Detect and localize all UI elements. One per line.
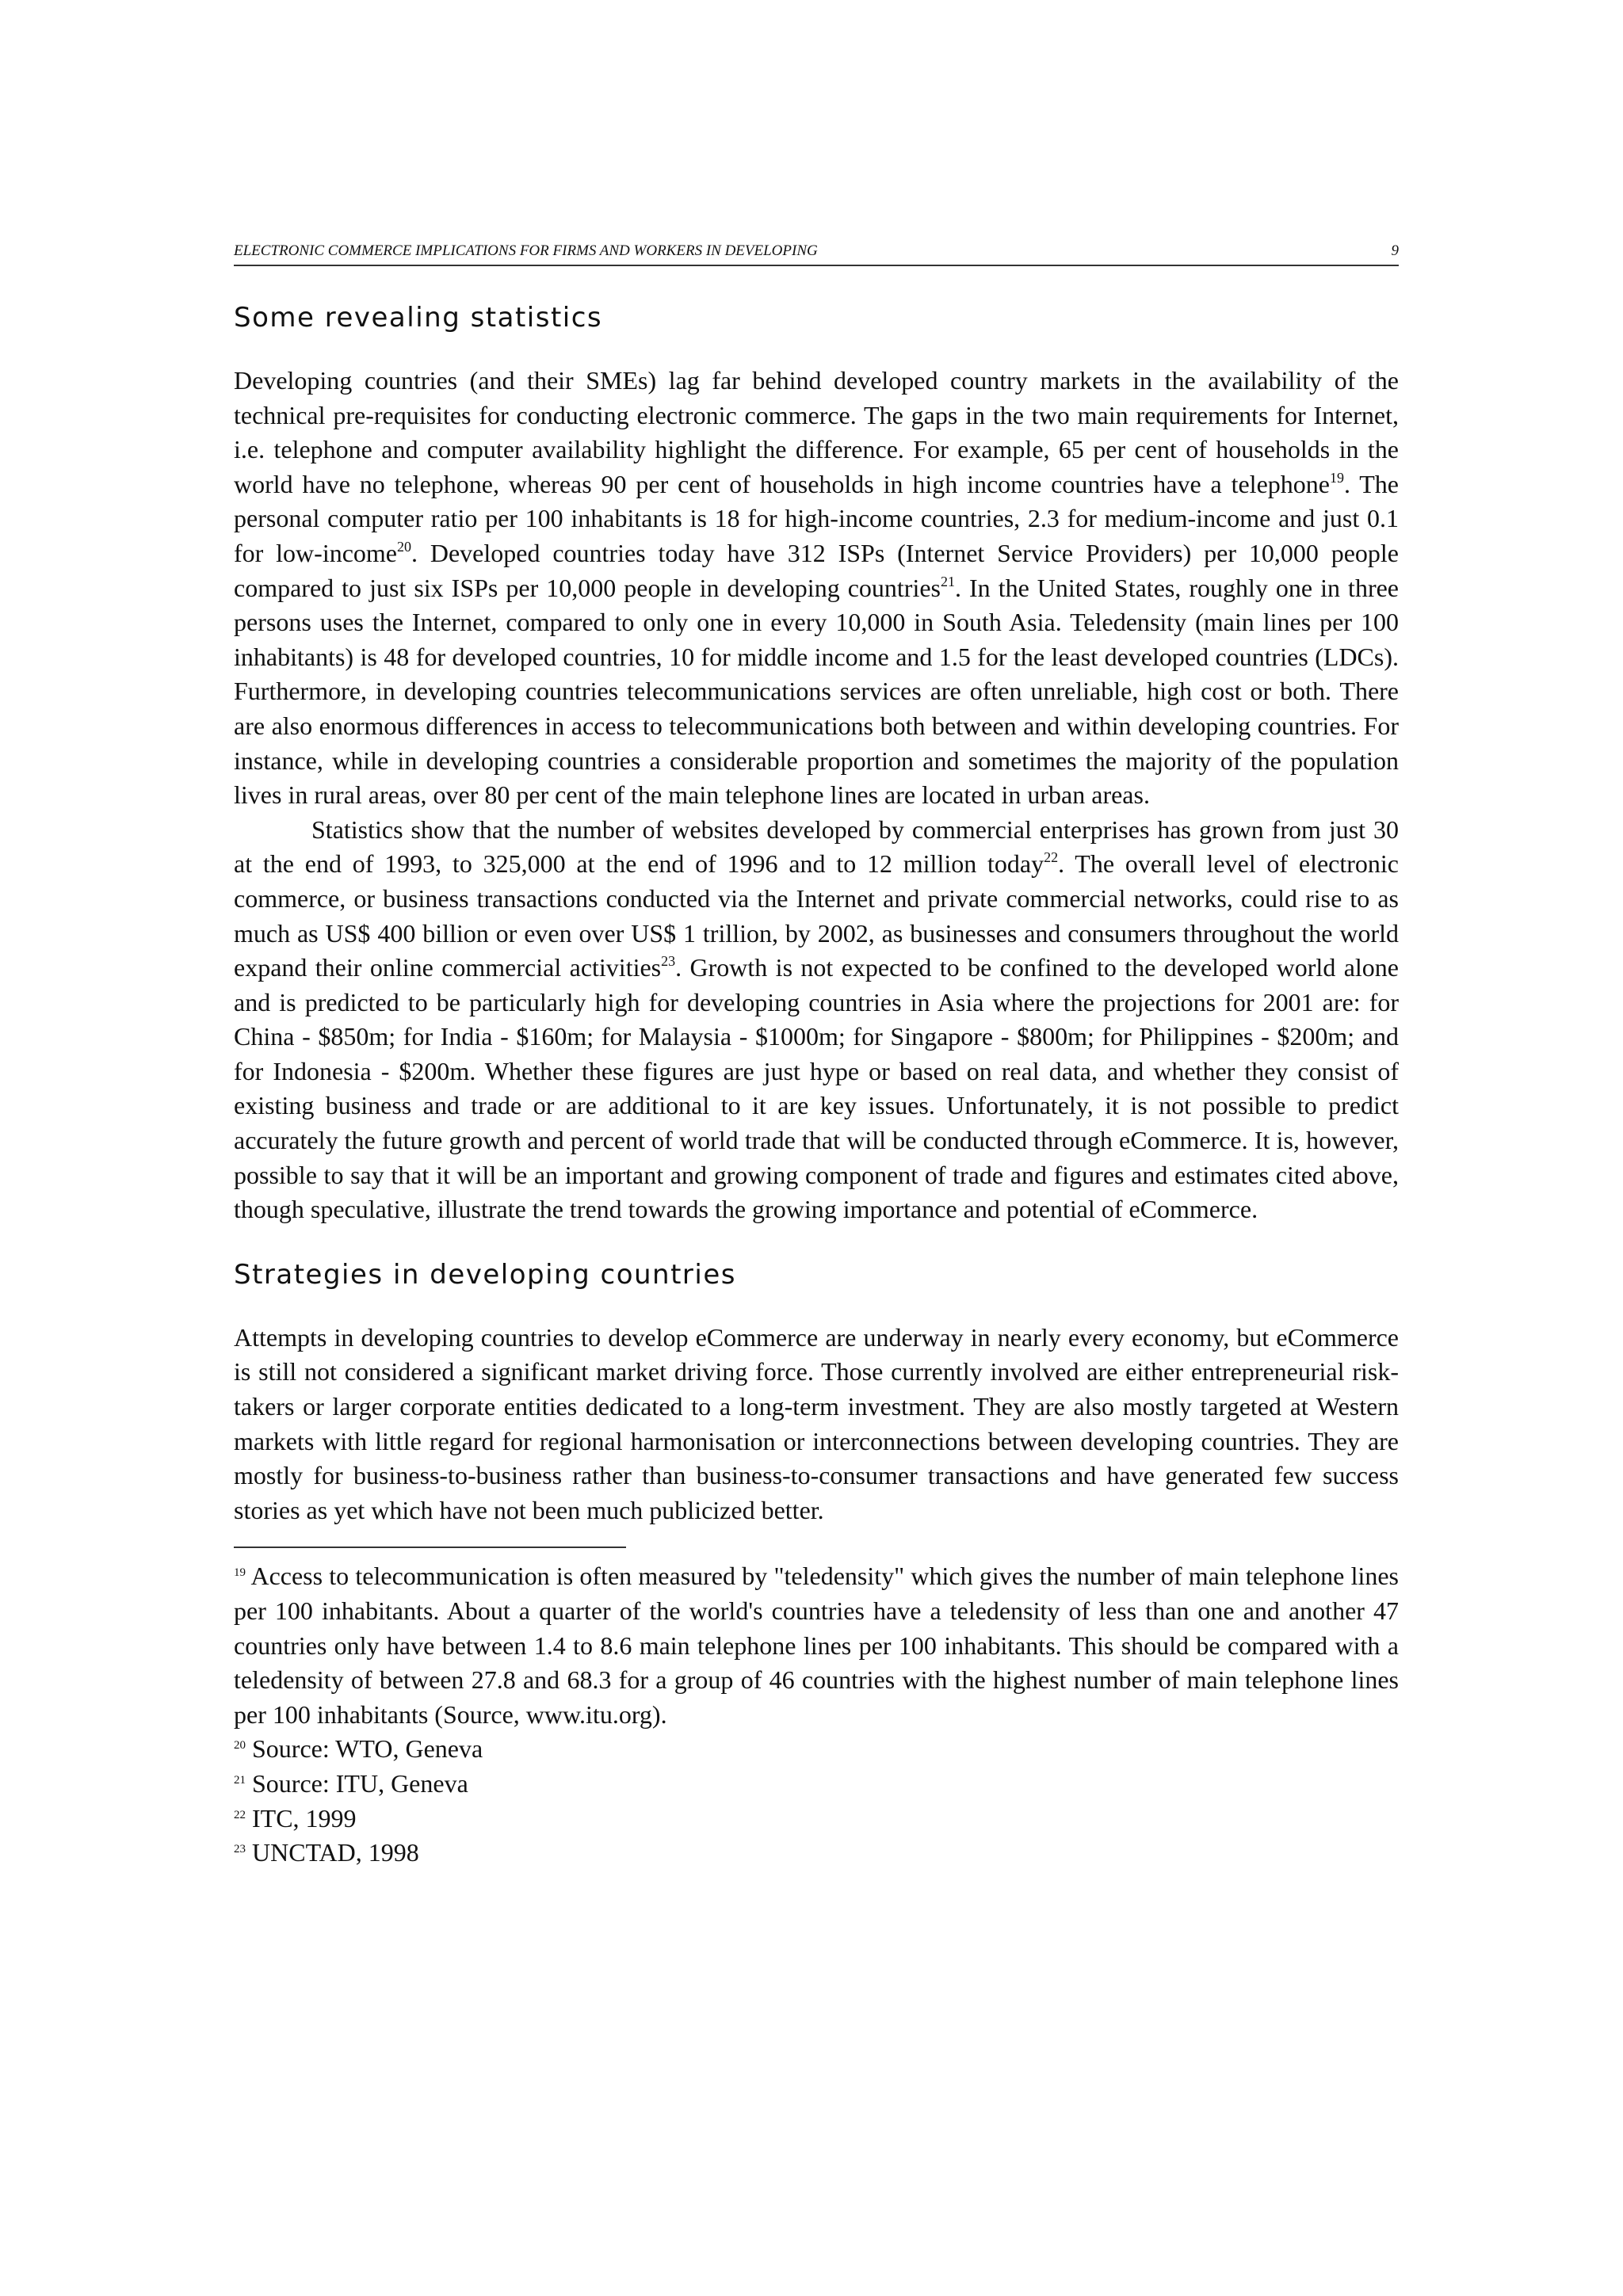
- footnote-20: [234, 1732, 1399, 1767]
- page-number: 9: [1391, 242, 1399, 259]
- footnote-number: 21: [234, 1773, 246, 1787]
- footnote-23: [234, 1836, 1399, 1871]
- page-content: [234, 238, 1399, 1871]
- section-heading-statistics: Some revealing statistics: [234, 302, 603, 334]
- footnote-ref-22: 22: [1044, 849, 1059, 866]
- paragraph-strategies-1: Attempts in developing countries to develop eCommerce are underway in nearly every economy, but eCommerce is still not considered a significant market driving force. Those currently involved are either entrepreneurial risk-takers or larger corporate entities dedicated to a long-term investment. They are also mostly targeted at Western markets with little regard for regional harmonisation or interconnections between developing countries. They are mostly for business-to-business rather than business-to-consumer transactions and have generated few success stories as yet which have not been much publicized better.: [234, 1322, 1399, 1524]
- paragraph-text: . The personal computer ratio per 100 inhabitants is 18 for high-income countries, 2.3 for medium-income and just 0.1 for low-income: [234, 469, 1400, 567]
- paragraph-text: . The overall level of electronic commerce, or business transactions conducted via the Internet and private commercial networks, could rise to as much as US$ 400 billion or even over US$ 1 trillion, by 2002, as businesses and consumers throughout the world expand their online commercial activities: [234, 849, 1400, 982]
- running-header: [234, 238, 1399, 266]
- footnotes: [234, 1559, 1399, 1870]
- footnote-number: 19: [234, 1566, 246, 1580]
- footnote-ref-23: 23: [661, 953, 676, 970]
- paragraph-statistics-2: [234, 813, 1399, 1227]
- footnote-text: Access to telecommunication is often measured by "teledensity" which gives the number of main telephone lines per 100 inhabitants. About a quarter of the world's countries have a teledensity of less than one and another 47 countries only have between 1.4 to 8.6 main telephone lines per 100 inhabitants. This should be compared with a teledensity of between 27.8 and 68.3 for a group of 46 countries with the highest number of main telephone lines per 100 inhabitants (Source, www.itu.org).: [234, 1562, 1400, 1729]
- paragraph-text: . Developed countries today have 312 ISPs (Internet Service Providers) per 10,000 people compared to just six ISPs per 10,000 people in developing countries: [234, 538, 1400, 602]
- footnote-number: 23: [234, 1843, 246, 1856]
- running-header-title: ELECTRONIC COMMERCE IMPLICATIONS FOR FIRMS AND WORKERS IN DEVELOPING: [234, 242, 818, 259]
- paragraph-text: Statistics show that the number of websites developed by commercial enterprises has grown from just 30 at the end of 1993, to 325,000 at the end of 1996 and to 12 million today: [234, 814, 1399, 879]
- footnote-19: [234, 1559, 1399, 1732]
- footnote-divider: [234, 1547, 626, 1548]
- paragraph-text: Developing countries (and their SMEs) lag far behind developed country markets in the availability of the technical pre-requisites for conducting electronic commerce. The gaps in the two main requirements for Internet, i.e. telephone and computer availability highlight the difference. For example, 65 per cent of households in the world have no telephone, whereas 90 per cent of households in high income countries have a telephone: [234, 366, 1399, 498]
- footnote-number: 20: [234, 1739, 246, 1753]
- footnote-21: [234, 1767, 1399, 1802]
- footnote-number: 22: [234, 1808, 246, 1821]
- footnote-ref-20: 20: [397, 538, 412, 555]
- section-heading-strategies: Strategies in developing countries: [234, 1258, 736, 1291]
- paragraph-text: . Growth is not expected to be confined to the developed world alone and is predicted to be particularly high for developing countries in Asia where the projections for 2001 are: for China - $850m; for India - $160m; for Malaysia - $1000m; for Singapore - $800m; for Philippines - $200m; and for Indonesia - $200m. Whether these figures are just hype or based on real data, and whether they consist of existing business and trade or are additional to it are key issues. Unfortunately, it is not possible to predict accurately the future growth and percent of world trade that will be conducted through eCommerce. It is, however, possible to say that it will be an important and growing component of trade and figures and estimates cited above, though speculative, illustrate the trend towards the growing importance and potential of eCommerce.: [234, 953, 1400, 1224]
- footnote-text: Source: WTO, Geneva: [252, 1734, 483, 1764]
- footnote-22: [234, 1802, 1399, 1836]
- footnote-text: Source: ITU, Geneva: [252, 1768, 468, 1798]
- footnote-text: UNCTAD, 1998: [252, 1838, 419, 1867]
- paragraph-text: . In the United States, roughly one in three persons uses the Internet, compared to only one in every 10,000 in South Asia. Teledensity (main lines per 100 inhabitants) is 48 for developed countries, 10 for middle income and 1.5 for the least developed countries (LDCs). Furthermore, in developing countries telecommunications services are often unreliable, high cost or both. There are also enormous differences in access to telecommunications both between and within developing countries. For instance, while in developing countries a considerable proportion and sometimes the majority of the population lives in rural areas, over 80 per cent of the main telephone lines are located in urban areas.: [234, 573, 1400, 810]
- footnote-ref-21: 21: [941, 573, 956, 589]
- footnote-text: ITC, 1999: [252, 1803, 357, 1833]
- footnote-ref-19: 19: [1329, 469, 1344, 486]
- paragraph-statistics-1: [234, 364, 1399, 813]
